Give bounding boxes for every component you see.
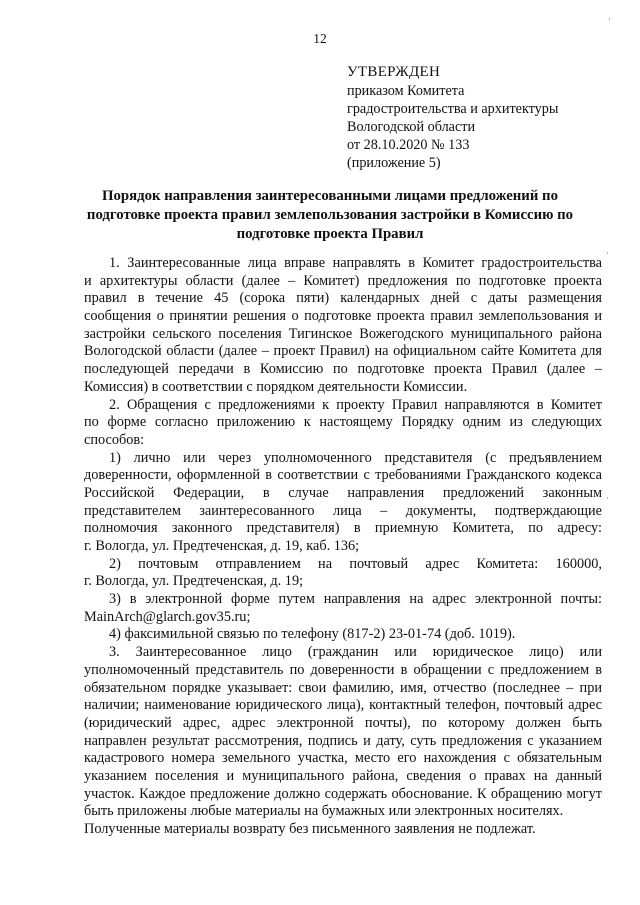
body-line: доверенности, оформленной в соответствии с требованиями Гражданского кодекса xyxy=(84,467,602,484)
body-line: представителем заинтересованного лица – документы, подтверждающие xyxy=(84,502,602,519)
title-line: подготовке проекта Правил xyxy=(236,226,424,242)
body-line: уполномоченный представитель по доверенности в обращении с предложением в xyxy=(84,661,602,678)
body-line: сообщения о принятии решения о подготовке проекта правил землепользования и xyxy=(84,308,602,325)
body-line: последующей передачи в Комиссию по подготовке проекта Правил (далее – xyxy=(84,361,602,378)
body-line: способов: xyxy=(84,431,145,448)
approval-block xyxy=(347,62,617,172)
body-line: участок. Каждое предложение должно содержать обоснование. К обращению могут xyxy=(84,785,602,802)
title-line: подготовке проекта правил землепользования застройки в Комиссию по xyxy=(86,207,574,223)
scan-speck: · xyxy=(606,248,609,258)
approval-line: приказом Комитета xyxy=(347,83,465,99)
body-line: 2. Обращения с предложениями к проекту Правил направляются в Комитет xyxy=(109,396,602,413)
body-line: быть приложены любые материалы на бумажных или электронных носителях. xyxy=(84,803,564,820)
body-line: 3) в электронной форме путем направления на адрес электронной почты: xyxy=(109,591,602,608)
title-line: Порядок направления заинтересованными лицами предложений по xyxy=(102,188,558,204)
body-line: Полученные материалы возврату без письменного заявления не подлежат. xyxy=(84,821,536,837)
scan-speck: · xyxy=(606,493,609,503)
body-line: и архитектуры области (далее – Комитет) предложения по подготовке проекта xyxy=(84,272,602,289)
body-line: Российской Федерации, в случае направления предложений законным xyxy=(84,484,602,501)
body-line: правил в течение 45 (сорока пяти) календарных дней с даты размещения xyxy=(84,290,602,307)
approval-line: (приложение 5) xyxy=(347,155,441,171)
body-line: 1) лично или через уполномоченного представителя (с предъявлением xyxy=(109,449,602,466)
body-line: кадастрового номера земельного участка, место его нахождения с обязательным xyxy=(84,750,602,767)
body-line: Комиссия) в соответствии с порядком деятельности Комиссии. xyxy=(84,378,468,395)
body-line: направлен результат рассмотрения, подпись и дату, суть предложения с указанием xyxy=(84,732,602,749)
scan-speck: · xyxy=(608,14,611,24)
body-line: полномочия законного представителя) в приемную Комитета, по адресу: xyxy=(84,520,602,537)
body-line: 4) факсимильной связью по телефону (817-2) 23-01-74 (доб. 1019). xyxy=(109,626,516,643)
approval-line: от 28.10.2020 № 133 xyxy=(347,137,470,153)
body-line: застройки сельского поселения Тигинское Вожегодского муниципального района xyxy=(84,325,602,342)
document-title xyxy=(60,187,600,244)
body-line: MainArch@glarch.gov35.ru; xyxy=(84,608,251,625)
approval-title: УТВЕРЖДЕН xyxy=(347,64,441,80)
body-line: Вологодской области (далее – проект Правил) на официальном сайте Комитета для xyxy=(84,343,602,360)
page-number: 12 xyxy=(313,31,327,46)
approval-line: градостроительства и архитектуры xyxy=(347,101,559,117)
document-body xyxy=(84,255,602,839)
body-line: г. Вологда, ул. Предтеченская, д. 19, каб. 136; xyxy=(84,538,360,554)
body-line: г. Вологда, ул. Предтеченская, д. 19; xyxy=(84,573,304,590)
body-line: указанием поселения и муниципального района, сведения о правах на данный xyxy=(84,767,602,784)
body-line: обязательном порядке указывает: свои фамилию, имя, отчество (последнее – при xyxy=(84,679,602,696)
body-line: (юридический адрес, адрес электронной почты), по которому должен быть xyxy=(84,714,602,731)
body-line: по форме согласно приложению к настоящему Порядку одним из следующих xyxy=(84,414,602,431)
approval-line: Вологодской области xyxy=(347,119,476,135)
body-line: 2) почтовым отправлением на почтовый адрес Комитета: 160000, xyxy=(109,555,602,572)
body-line: наличии; наименование юридического лица), контактный телефон, почтовый адрес xyxy=(84,697,602,714)
body-line: 1. Заинтересованные лица вправе направлять в Комитет градостроительства xyxy=(109,255,602,271)
body-line: 3. Заинтересованное лицо (гражданин или юридическое лицо) или xyxy=(109,644,602,661)
